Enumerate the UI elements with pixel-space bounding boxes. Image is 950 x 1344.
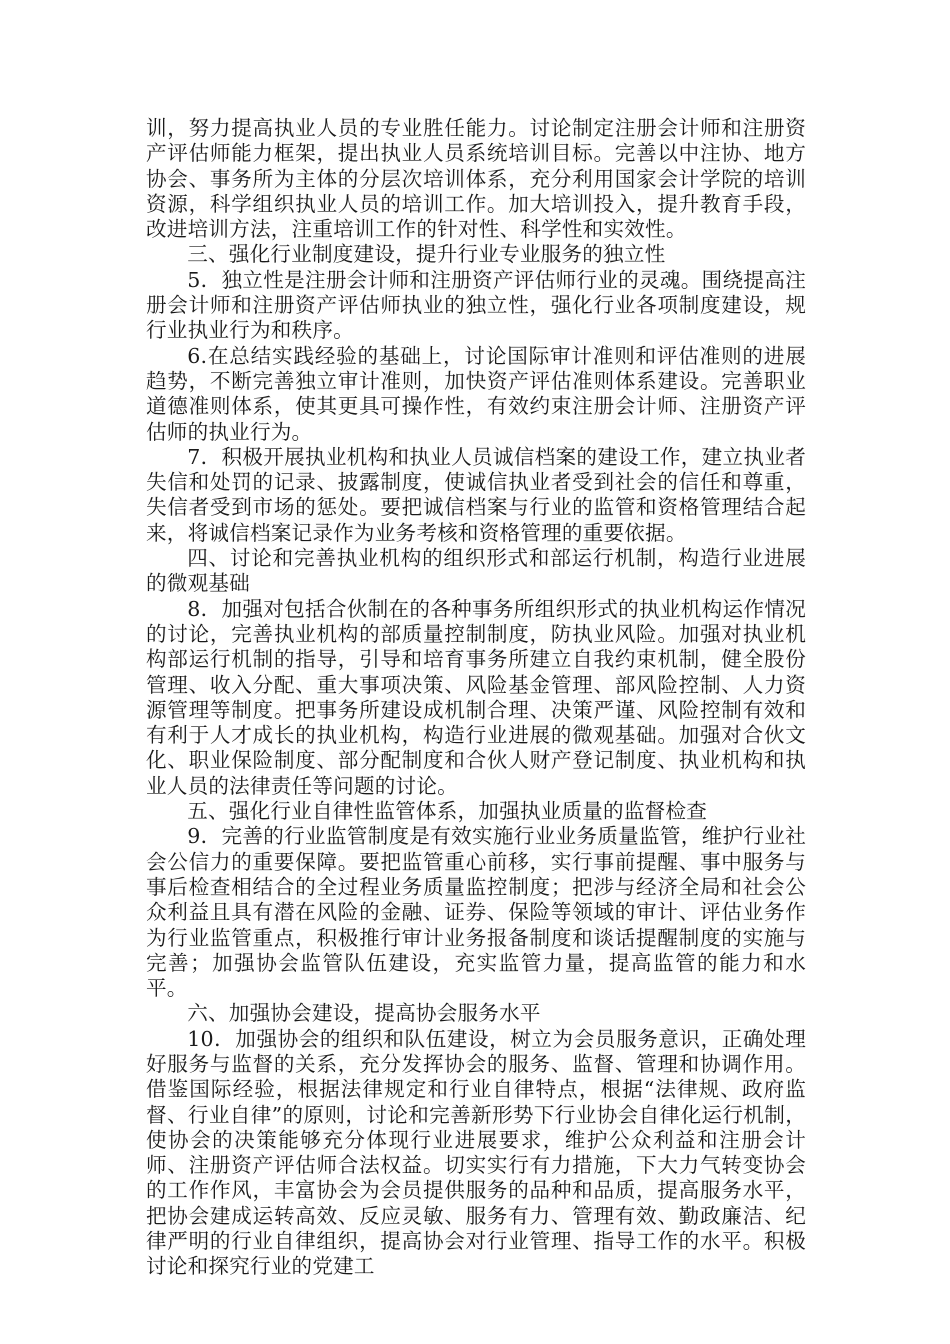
paragraph-item-5: 5．独立性是注册会计师和注册资产评估师行业的灵魂。围绕提高注册会计师和注册资产评估师执业的独立性，强化行业各项制度建设，规行业执业行为和秩序。	[146, 267, 806, 343]
section-heading-4: 四、讨论和完善执业机构的组织形式和部运行机制，构造行业进展的微观基础	[146, 546, 806, 596]
paragraph-item-6: 6.在总结实践经验的基础上，讨论国际审计准则和评估准则的进展趋势，不断完善独立审计准则，加快资产评估准则体系建设。完善职业道德准则体系，使其更具可操作性，有效约束注册会计师、注册资产评估师的执业行为。	[146, 343, 806, 444]
paragraph-item-8: 8．加强对包括合伙制在的各种事务所组织形式的执业机构运作情况的讨论，完善执业机构的部质量控制制度，防执业风险。加强对执业机构部运行机制的指导，引导和培育事务所建立自我约束机制，健全股份管理、收入分配、重大事项决策、风险基金管理、部风险控制、人力资源管理等制度。把事务所建设成机制合理、决策严谨、风险控制有效和有利于人才成长的执业机构，构造行业进展的微观基础。加强对合伙文化、职业保险制度、部分配制度和合伙人财产登记制度、执业机构和执业人员的法律责任等问题的讨论。	[146, 596, 806, 798]
paragraph-item-10: 10．加强协会的组织和队伍建设，树立为会员服务意识，正确处理好服务与监督的关系，充分发挥协会的服务、监督、管理和协调作用。借鉴国际经验，根据法律规定和行业自律特点，根据“法律规、政府监督、行业自律”的原则，讨论和完善新形势下行业协会自律化运行机制，使协会的决策能够充分体现行业进展要求，维护公众利益和注册会计师、注册资产评估师合法权益。切实实行有力措施，下大力气转变协会的工作作风，丰富协会为会员提供服务的品种和品质，提高服务水平，把协会建成运转高效、反应灵敏、服务有力、管理有效、勤政廉洁、纪律严明的行业自律组织，提高协会对行业管理、指导工作的水平。积极讨论和探究行业的党建工	[146, 1026, 806, 1279]
paragraph-item-9: 9．完善的行业监管制度是有效实施行业业务质量监管，维护行业社会公信力的重要保障。要把监管重心前移，实行事前提醒、事中服务与事后检查相结合的全过程业务质量监控制度；把涉与经济全局和社会公众利益且具有潜在风险的金融、证券、保险等领域的审计、评估业务作为行业监管重点，积极推行审计业务报备制度和谈话提醒制度的实施与完善；加强协会监管队伍建设，充实监管力量，提高监管的能力和水平。	[146, 824, 806, 1001]
paragraph-training-continued: 训，努力提高执业人员的专业胜任能力。讨论制定注册会计师和注册资产评估师能力框架，提出执业人员系统培训目标。完善以中注协、地方协会、事务所为主体的分层次培训体系，充分利用国家会计学院的培训资源，科学组织执业人员的培训工作。加大培训投入，提升教育手段，改进培训方法，注重培训工作的针对性、科学性和实效性。	[146, 116, 806, 242]
document-body	[146, 116, 806, 1280]
paragraph-item-7: 7．积极开展执业机构和执业人员诚信档案的建设工作，建立执业者失信和处罚的记录、披露制度，使诚信执业者受到社会的信任和尊重，失信者受到市场的惩处。要把诚信档案与行业的监管和资格管理结合起来，将诚信档案记录作为业务考核和资格管理的重要依据。	[146, 444, 806, 545]
section-heading-6: 六、加强协会建设，提高协会服务水平	[187, 1001, 541, 1026]
section-heading-5: 五、强化行业自律性监管体系，加强执业质量的监督检查	[187, 799, 708, 824]
section-heading-3: 三、强化行业制度建设，提升行业专业服务的独立性	[187, 242, 666, 267]
